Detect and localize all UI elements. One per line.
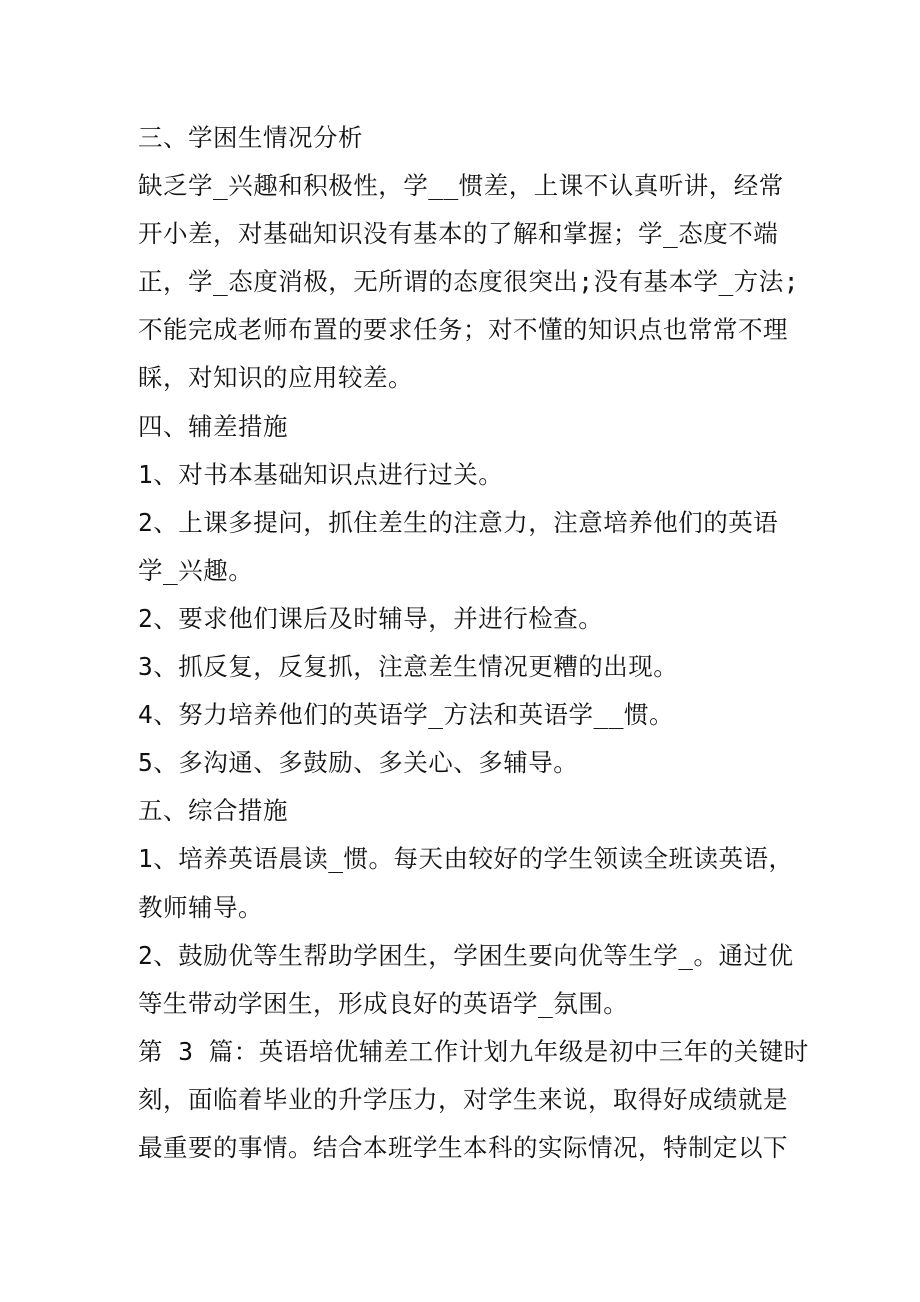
paragraph-line: 刻，面临着毕业的升学压力，对学生来说，取得好成绩就是 (138, 1084, 788, 1114)
list-item: 1、对书本基础知识点进行过关。 (138, 459, 504, 489)
paragraph-line: 缺乏学_兴趣和积极性，学__惯差，上课不认真听讲，经常 (138, 171, 784, 201)
section-heading-5: 五、综合措施 (138, 796, 288, 826)
list-item: 2、要求他们课后及时辅导，并进行检查。 (138, 603, 604, 633)
paragraph-line: 最重要的事情。结合本班学生本科的实际情况，特制定以下 (138, 1132, 788, 1162)
list-item-continued: 等生带动学困生，形成良好的英语学_氛围。 (138, 988, 629, 1018)
list-item: 2、上课多提问，抓住差生的注意力，注意培养他们的英语 (138, 507, 779, 537)
paragraph-line: 不能完成老师布置的要求任务；对不懂的知识点也常常不理 (138, 315, 788, 345)
section-heading-4: 四、辅差措施 (138, 411, 288, 441)
list-item: 3、抓反复，反复抓，注意差生情况更糟的出现。 (138, 652, 679, 682)
list-item: 1、培养英语晨读_惯。每天由较好的学生领读全班读英语， (138, 844, 794, 874)
list-item-continued: 学_兴趣。 (138, 555, 254, 585)
list-item: 2、鼓励优等生帮助学困生，学困生要向优等生学_。通过优 (138, 940, 794, 970)
paragraph-line: 开小差，对基础知识没有基本的了解和掌握；学_态度不端 (138, 219, 779, 249)
article-intro-line: 第 3 篇：英语培优辅差工作计划九年级是初中三年的关键时 (138, 1036, 809, 1066)
paragraph-line: 睬，对知识的应用较差。 (138, 363, 413, 393)
list-item: 4、努力培养他们的英语学_方法和英语学__惯。 (138, 700, 674, 730)
section-heading-3: 三、学困生情况分析 (138, 123, 363, 152)
paragraph-line: 正，学_态度消极，无所谓的态度很突出;没有基本学_方法; (138, 267, 799, 297)
document-body (138, 114, 818, 1172)
list-item: 5、多沟通、多鼓励、多关心、多辅导。 (138, 748, 579, 778)
list-item-continued: 教师辅导。 (138, 892, 263, 922)
